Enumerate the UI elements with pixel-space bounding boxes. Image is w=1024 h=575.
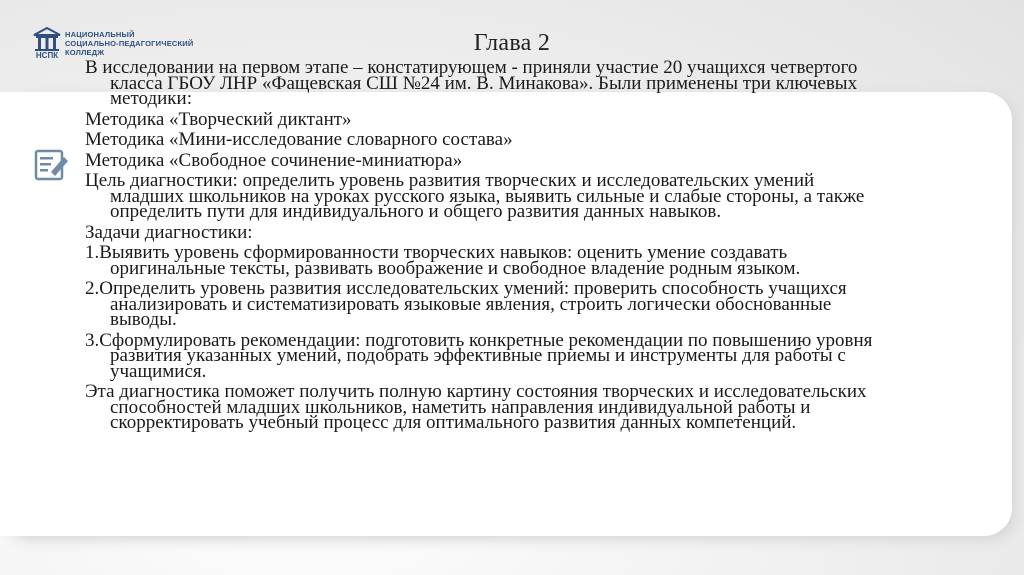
- paragraph-method-2: [85, 129, 985, 150]
- logo-line: КОЛЛЕДЖ: [65, 47, 105, 57]
- paragraph-line: Эта диагностика поможет получить полную картину состояния творческих и исследовательских: [85, 381, 867, 402]
- paragraph-task-1: [85, 242, 985, 279]
- paragraph-line: оригинальные тексты, развивать воображение и свободное владение родным языком.: [110, 257, 801, 279]
- paragraph-line: В исследовании на первом этапе – констатирующем - приняли участие 20 учащихся четвертого: [85, 57, 858, 78]
- paragraph-method-3: [85, 149, 985, 171]
- logo-line: НАЦИОНАЛЬНЫЙ: [65, 29, 135, 39]
- paragraph-line: 2.Определить уровень развития исследовательских умений: проверить способность учащихся: [85, 278, 847, 299]
- paragraph-line: Задачи диагностики:: [85, 221, 253, 243]
- paragraph-line: Методика «Мини-исследование словарного состава»: [85, 129, 513, 150]
- paragraph-line: Цель диагностики: определить уровень развития творческих и исследовательских умений: [85, 170, 815, 191]
- paragraph-study-intro: [85, 57, 985, 109]
- paragraph-line: класса ГБОУ ЛНР «Фащевская СШ №24 им. В. Минакова». Были применены три ключевых: [110, 72, 858, 94]
- paragraph-line: определить пути для индивидуального и общего развития данных навыков.: [110, 201, 722, 222]
- paragraph-line: скорректировать учебный процесс для оптимального развития данных компетенций.: [110, 412, 797, 433]
- paragraph-line: 1.Выявить уровень сформированности творческих навыков: оценить умение создавать: [85, 242, 788, 263]
- paragraph-task-2: [85, 278, 985, 330]
- paragraph-line: методики:: [110, 88, 192, 109]
- paragraph-tasks-heading: [85, 221, 985, 243]
- paragraph-line: анализировать и систематизировать языковые явления, строить логически обоснованные: [110, 293, 832, 315]
- paragraph-method-1: [85, 108, 985, 130]
- paragraph-goal: [85, 170, 985, 222]
- paragraph-line: Методика «Творческий диктант»: [85, 108, 352, 130]
- paragraph-line: младших школьников на уроках русского языка, выявить сильные и слабые стороны, а также: [110, 185, 865, 207]
- paragraph-line: учащимися.: [110, 360, 207, 382]
- slide-body: [85, 57, 985, 436]
- note-edit-icon: [33, 148, 69, 184]
- logo-abbreviation: НСПК: [35, 51, 59, 60]
- paragraph-line: способностей младших школьников, наметить направления индивидуальной работы и: [110, 396, 811, 418]
- paragraph-conclusion: [85, 381, 985, 433]
- paragraph-line: развития указанных умений, подобрать эффективные приемы и инструменты для работы с: [110, 345, 846, 366]
- logo-line: СОЦИАЛЬНО-ПЕДАГОГИЧЕСКИЙ: [65, 38, 194, 48]
- paragraph-line: Методика «Свободное сочинение-миниатюра»: [85, 149, 463, 171]
- paragraph-line: выводы.: [110, 309, 177, 330]
- paragraph-task-3: [85, 329, 985, 382]
- paragraph-line: 3.Сформулировать рекомендации: подготовить конкретные рекомендации по повышению уровня: [85, 329, 873, 351]
- slide-title: Глава 2: [473, 30, 551, 56]
